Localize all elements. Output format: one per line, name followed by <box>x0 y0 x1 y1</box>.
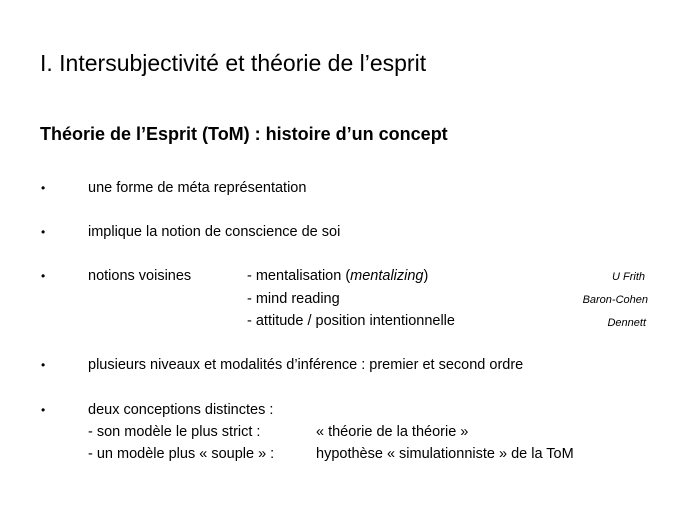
notion-reference: Dennett <box>607 317 646 329</box>
slide-subtitle: Théorie de l’Esprit (ToM) : histoire d’un concept <box>40 124 448 144</box>
notion-item: - mentalisation (mentalizing) <box>247 268 429 284</box>
bullet-marker: • <box>41 403 46 417</box>
bullet-item-text: plusieurs niveaux et modalités d’inférence : premier et second ordre <box>88 357 524 373</box>
notion-reference: U Frith <box>612 271 645 283</box>
notion-item: - mind reading <box>247 291 340 307</box>
slide-title: I. Intersubjectivité et théorie de l’esprit <box>40 50 427 76</box>
conception-label: - son modèle le plus strict : <box>88 424 261 440</box>
conception-value: « théorie de la théorie » <box>316 424 469 440</box>
bullet-item-text: une forme de méta représentation <box>88 180 307 196</box>
conception-value: hypothèse « simulationniste » de la ToM <box>316 446 574 462</box>
bullet-marker: • <box>41 225 46 239</box>
bullet-marker: • <box>41 269 46 283</box>
bullet-marker: • <box>41 358 46 372</box>
bullet-marker: • <box>41 181 46 195</box>
bullet-item-text: deux conceptions distinctes : <box>88 402 274 418</box>
notion-reference: Baron-Cohen <box>582 294 648 306</box>
notion-item: - attitude / position intentionnelle <box>247 313 455 329</box>
bullet-item-text: implique la notion de conscience de soi <box>88 224 341 240</box>
bullet-item-text: notions voisines <box>88 268 192 284</box>
conception-label: - un modèle plus « souple » : <box>88 446 275 462</box>
